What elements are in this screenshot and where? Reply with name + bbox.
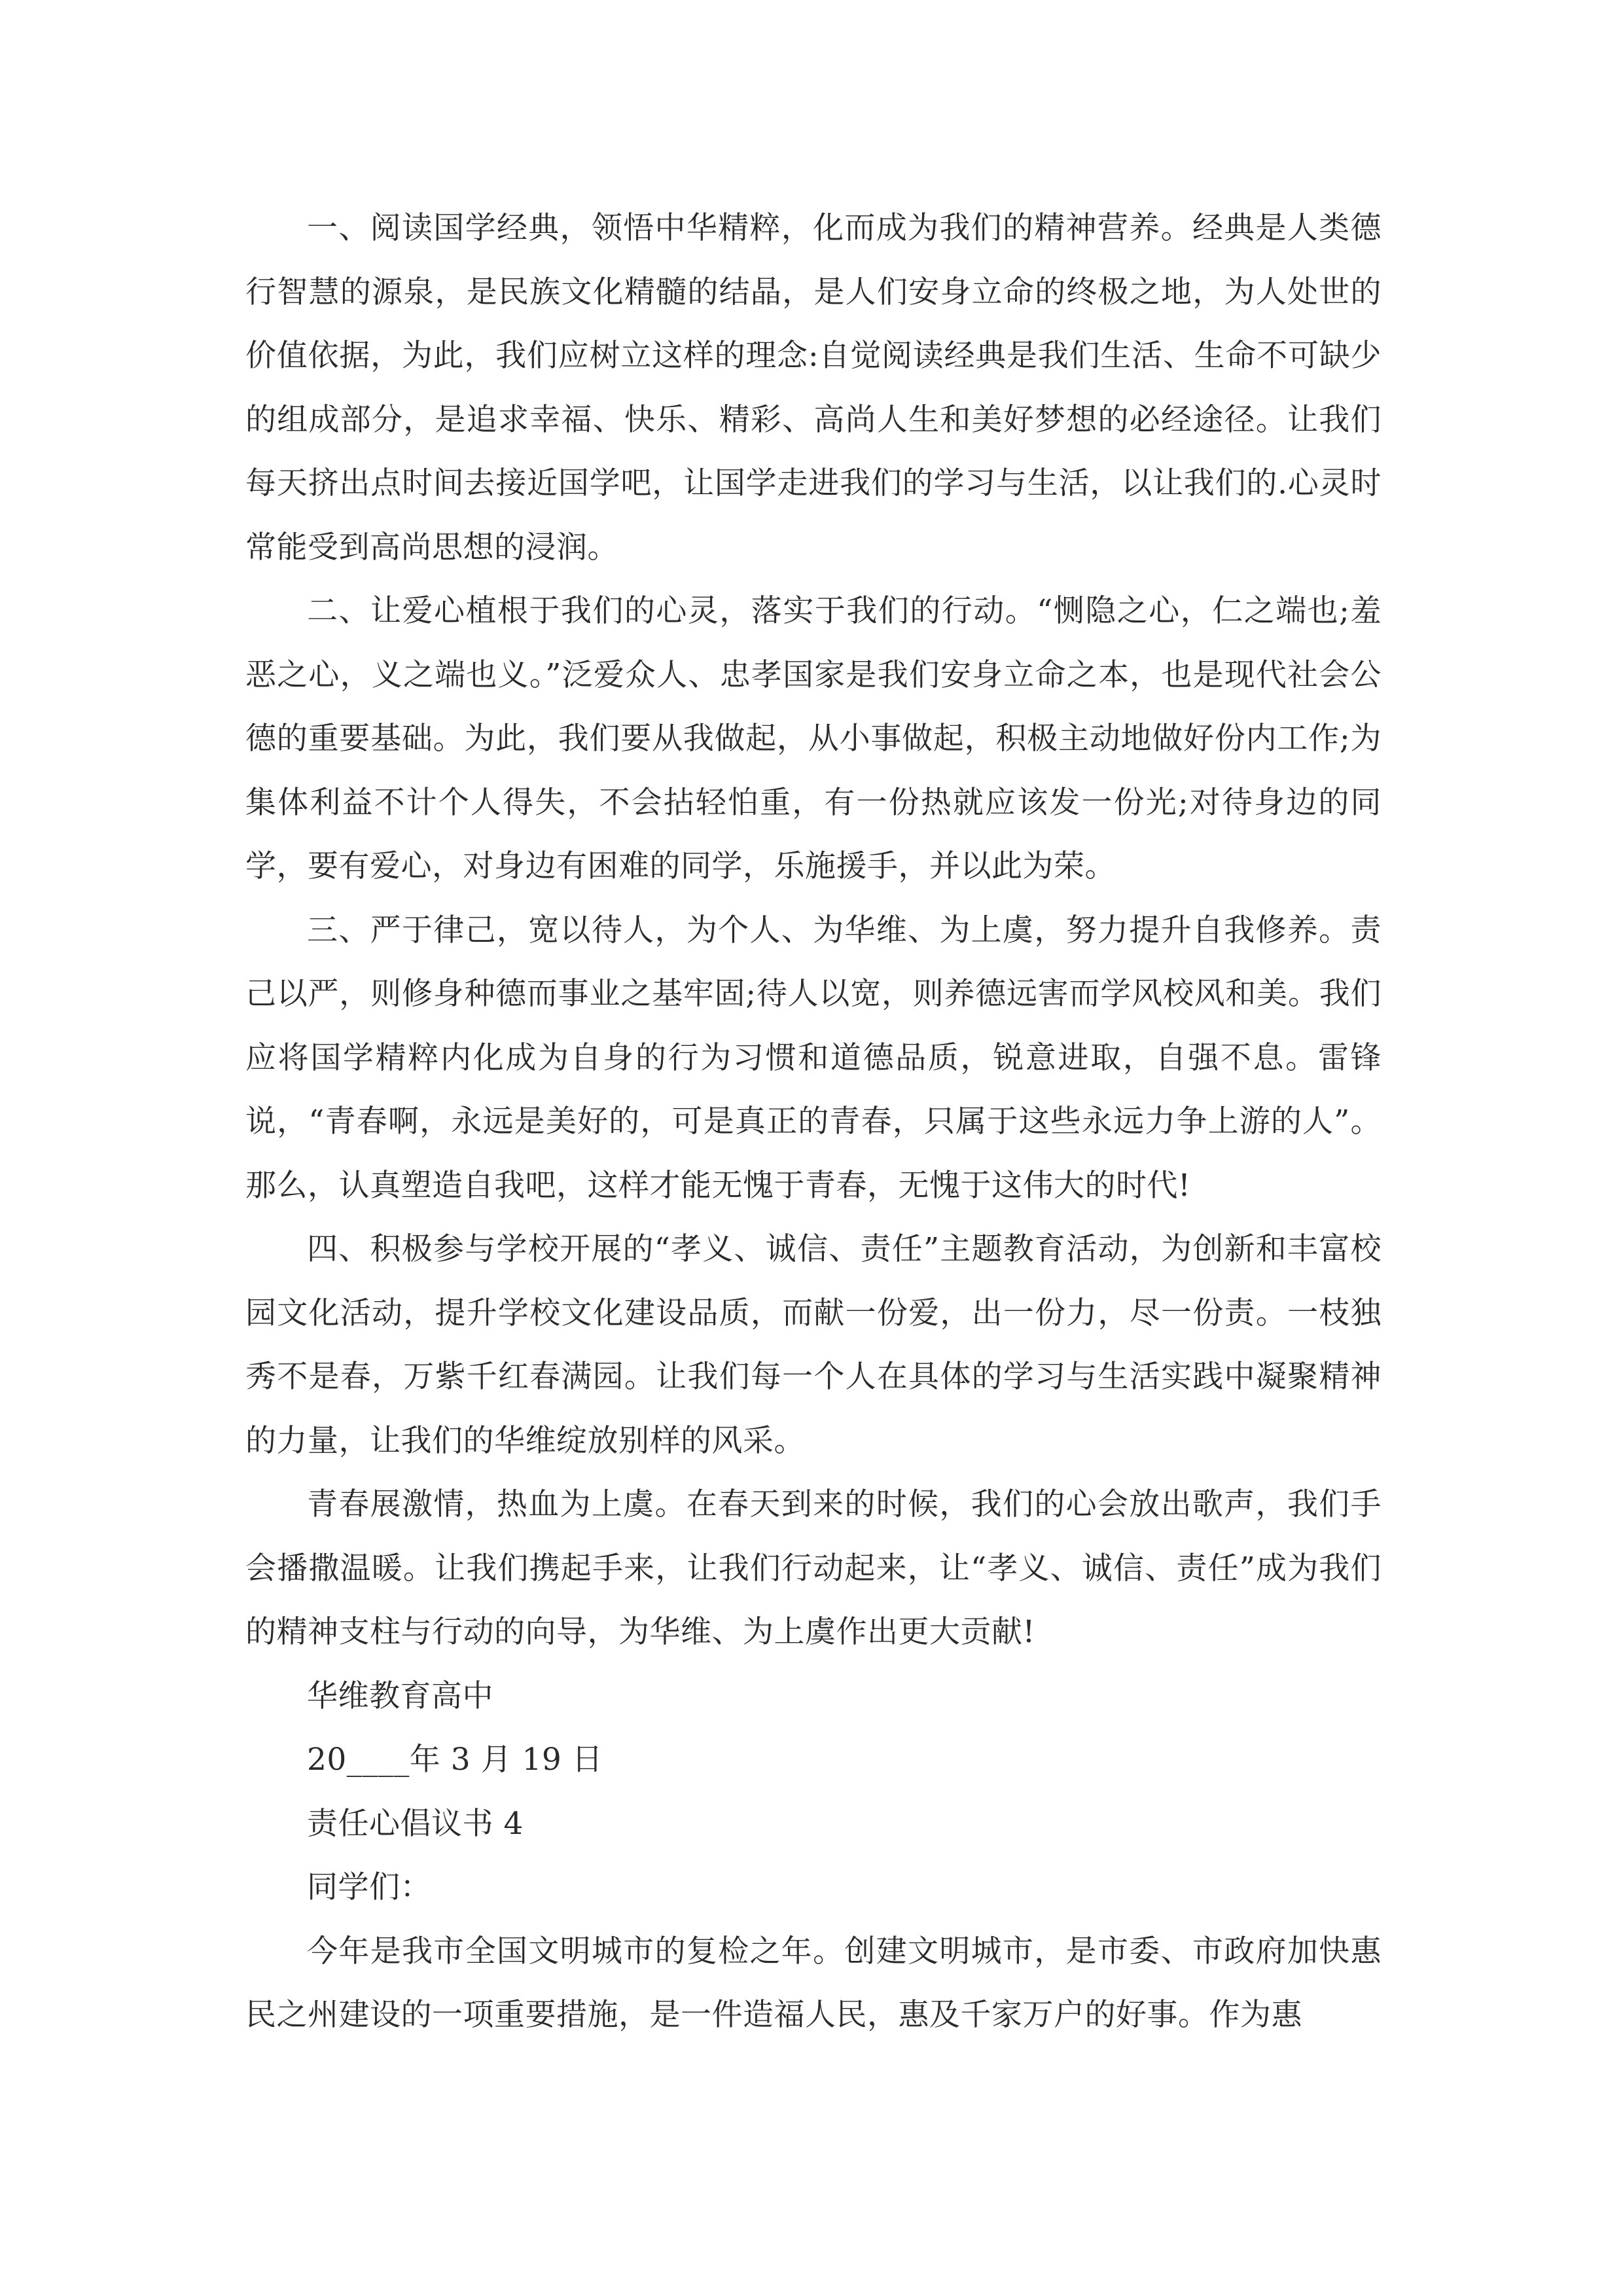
paragraph-5: 青春展激情，热血为上虞。在春天到来的时候，我们的心会放出歌声，我们手会播撒温暖。让我们携起手来，让我们行动起来，让“孝义、诚信、责任”成为我们的精神支柱与行动的向导，为华维、为上虞作出更大贡献! (245, 1486, 1382, 1650)
document-body (245, 196, 1382, 2047)
date: 20____年 3 月 19 日 (307, 1742, 603, 1778)
paragraph-2: 二、让爱心植根于我们的心灵，落实于我们的行动。“恻隐之心，仁之端也;羞恶之心，义之端也义。”泛爱众人、忠孝国家是我们安身立命之本，也是现代社会公德的重要基础。为此，我们要从我做起，从小事做起，积极主动地做好份内工作;为集体利益不计个人得失，不会拈轻怕重，有一份热就应该发一份光;对待身边的同学，要有爱心，对身边有困难的同学，乐施援手，并以此为荣。 (245, 593, 1382, 884)
paragraph-1: 一、阅读国学经典，领悟中华精粹，化而成为我们的精神营养。经典是人类德行智慧的源泉，是民族文化精髓的结晶，是人们安身立命的终极之地，为人处世的价值依据，为此，我们应树立这样的理念:自觉阅读经典是我们生活、生命不可缺少的组成部分，是追求幸福、快乐、精彩、高尚人生和美好梦想的必经途径。让我们每天挤出点时间去接近国学吧，让国学走进我们的学习与生活，以让我们的.心灵时常能受到高尚思想的浸润。 (245, 210, 1382, 565)
paragraph-3: 三、严于律己，宽以待人，为个人、为华维、为上虞，努力提升自我修养。责己以严，则修身种德而事业之基牢固;待人以宽，则养德远害而学风校风和美。我们应将国学精粹内化成为自身的行为习惯和道德品质，锐意进取，自强不息。雷锋说，“青春啊，永远是美好的，可是真正的青春，只属于这些永远力争上游的人”。那么，认真塑造自我吧，这样才能无愧于青春，无愧于这伟大的时代! (245, 912, 1382, 1204)
signature: 华维教育高中 (307, 1677, 493, 1714)
section-title: 责任心倡议书 4 (307, 1805, 524, 1842)
paragraph-next: 今年是我市全国文明城市的复检之年。创建文明城市，是市委、市政府加快惠民之州建设的一项重要措施，是一件造福人民，惠及千家万户的好事。作为惠 (245, 1933, 1382, 2033)
greeting: 同学们： (307, 1869, 431, 1905)
paragraph-4: 四、积极参与学校开展的“孝义、诚信、责任”主题教育活动，为创新和丰富校园文化活动，提升学校文化建设品质，而献一份爱，出一份力，尽一份责。一枝独秀不是春，万紫千红春满园。让我们每一个人在具体的学习与生活实践中凝聚精神的力量，让我们的华维绽放别样的风采。 (245, 1231, 1382, 1459)
